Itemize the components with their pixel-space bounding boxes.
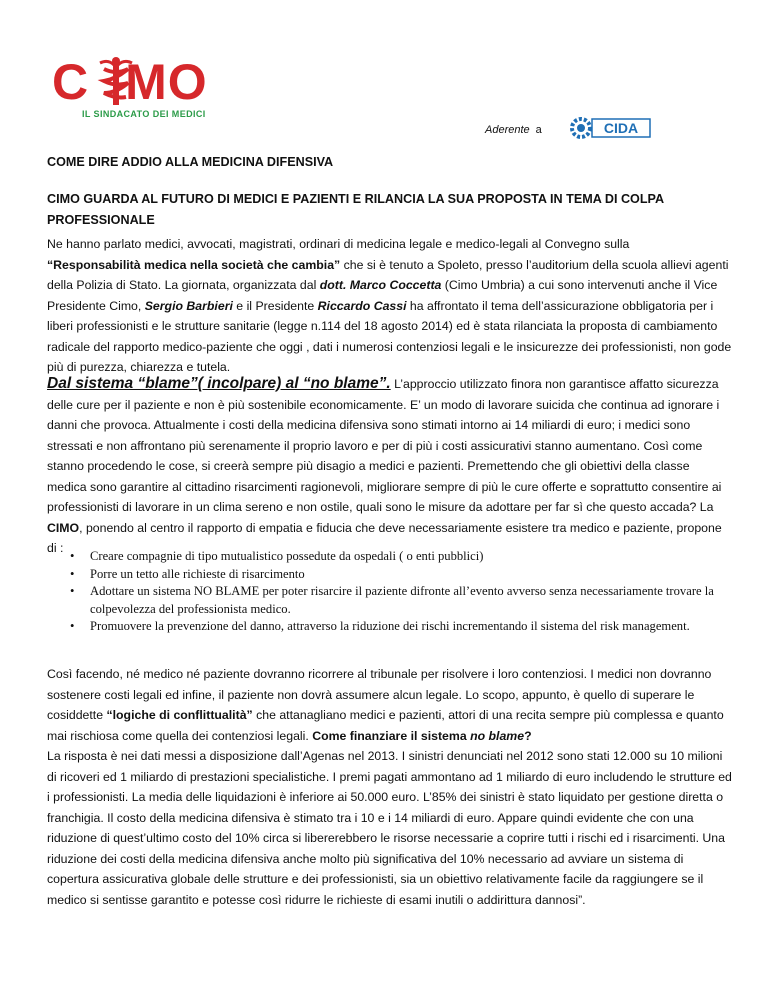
intro-text-3: (Cimo Umbria) a cui sono intervenuti anche il Vice Presidente Cimo,: [47, 278, 718, 313]
list-item: [70, 618, 730, 636]
intro-text-5: ha affrontato il tema dell’assicurazione obbligatoria per i liberi professionisti e le strutture sanitarie (legge n.114 del 18 agosto 2014) ed è stata rilanciata la proposta di cambiamento radicale del rapporto medico-paziente che oggi , dati i numerosi contenziosi legali e le insicurezze dei professionisti, non gode più di purezza, chiarezza e tutela.: [47, 298, 732, 374]
caduceus-icon: [96, 57, 136, 109]
list-item: [70, 583, 730, 618]
conflict-logic-bold: “logiche di conflittualità”: [106, 708, 253, 722]
logo-letter-c: C: [52, 54, 90, 110]
conclusion-text-2: che attanagliano medici e pazienti, attori di una recita sempre più complessa e quanto mai rischiosa come quella dei contenziosi legali.: [47, 708, 724, 743]
affiliation-label: Aderente: [485, 124, 530, 136]
proposal-text: Adottare un sistema NO BLAME per poter risarcire il paziente difronte all’evento avverso senza necessariamente trovare la colpevolezza del professionista medico.: [90, 584, 714, 616]
proposal-text: Promuovere la prevenzione del danno, attraverso la riduzione dei rischi incrementando il sistema del risk management.: [90, 619, 690, 633]
cida-logo: [568, 114, 653, 142]
section-text-2: , ponendo al centro il rapporto di empatia e fiducia che deve necessariamente esistere tra medico e paziente, propone di :: [47, 520, 722, 555]
list-item: [70, 548, 730, 566]
funding-question: [312, 729, 531, 743]
convegno-title: “Responsabilità medica nella società che cambia”: [47, 257, 341, 272]
name-cassi: Riccardo Cassi: [317, 298, 407, 313]
bullet-glyph: •: [70, 584, 75, 598]
section-heading: Dal sistema “blame”( incolpare) al “no blame”.: [47, 375, 391, 392]
logo-tagline: IL SINDACATO DEI MEDICI: [82, 109, 206, 119]
no-blame-section: [47, 374, 732, 559]
cida-logo-text: CIDA: [603, 120, 639, 136]
affiliation-connector: a: [535, 124, 542, 136]
intro-text-2: che si è tenuto a Spoleto, presso l’auditorium della scuola allievi agenti della Polizia di Stato. La giornata, organizzata dal: [47, 257, 729, 292]
cimo-logo: [52, 55, 262, 130]
proposal-list: [70, 548, 730, 636]
cimo-bold: CIMO: [47, 520, 80, 535]
no-blame-italic: no blame: [470, 728, 525, 743]
section-text-1: L’approccio utilizzato finora non garantisce affatto sicurezza delle cure per il paziente e non è più sostenibile economicamente. E’ un modo di lavorare suicida che continua ad ignorare i danni che provoca. Attualmente i costi della medicina difensiva sono stimati intorno ai 14 miliardi di euro; i medici sono stressati e non affrontano più serenamente il proprio lavoro e per di più i costi assicurativi stanno aumentano. Così come stanno procedendo le cose, si creerà sempre più disagio a medici e pazienti. Premettendo che gli obiettivi della classe medica sono garantire al cittadino risarcimenti ragionevoli, migliorare sempre di più le cure offerte e soprattutto consentire ai professionisti di lavorare in un clima sereno e non ostile, quali sono le misure da adottare per far sì che questo accada? La: [47, 377, 722, 514]
name-barbieri: Sergio Barbieri: [144, 298, 233, 313]
intro-text-1: Ne hanno parlato medici, avvocati, magistrati, ordinari di medicina legale e medico-legali al Convegno sulla: [47, 237, 630, 251]
logo-letters-mo: MO: [125, 54, 208, 110]
intro-paragraph: [47, 234, 732, 378]
name-coccetta: dott. Marco Coccetta: [319, 278, 442, 292]
proposal-text: Creare compagnie di tipo mutualistico possedute da ospedali ( o enti pubblici): [90, 549, 484, 563]
conclusion-paragraph: [47, 664, 732, 910]
bullet-glyph: •: [70, 549, 75, 563]
document-title: COME DIRE ADDIO ALLA MEDICINA DIFENSIVA: [47, 155, 334, 169]
conclusion-text-3: La risposta è nei dati messi a disposizione dall’Agenas nel 2013. I sinistri denunciati nel 2012 sono stati 12.000 su 10 milioni di ricoveri ed 1 miliardo di prestazioni specialistiche. I premi pagati ammontano ad 1 miliardo di euro includendo le strutture ed i professionisti. La media delle liquidazioni è inferiore ai 50.000 euro. L’85% dei sinistri è stato liquidato per gestione diretta o franchigia. Il costo della medicina difensiva è stimato tra i 10 e i 14 miliardi di euro. Appare quindi evidente che con una riduzione di quest’ultimo costo del 10% circa si libererebbero le risorse necessarie a coprire tutti i rischi ed i risarcimenti. Una riduzione dei costi della medicina difensiva anche molto più significativa del 10% necessario ad avviare un sistema di copertura assicurativa globale delle strutture e dei professionisti, sia un obiettivo relativamente facile da raggiungere se il medico si sentisse garantito e potesse così ridurre le richieste di esami inutili o addirittura dannosi”.: [47, 749, 732, 907]
conclusion-text-1: Così facendo, né medico né paziente dovranno ricorrere al tribunale per risolvere i loro contenziosi. I medici non dovranno sostenere costi legali ed infine, il paziente non dovrà assumere alcun legale. Lo scopo, appunto, è quello di superare le cosiddette: [47, 667, 712, 722]
affiliation-text: [485, 124, 542, 136]
bullet-glyph: •: [70, 619, 75, 633]
document-subtitle: CIMO GUARDA AL FUTURO DI MEDICI E PAZIENTI E RILANCIA LA SUA PROPOSTA IN TEMA DI COLPA PROFESSIONALE: [47, 192, 664, 227]
funding-question-text: Come finanziare il sistema: [312, 728, 471, 743]
funding-question-mark: ?: [524, 728, 532, 743]
intro-text-4: e il Presidente: [232, 298, 318, 313]
proposal-text: Porre un tetto alle richieste di risarcimento: [90, 566, 305, 581]
list-item: [70, 566, 730, 584]
bullet-glyph: •: [70, 566, 75, 581]
